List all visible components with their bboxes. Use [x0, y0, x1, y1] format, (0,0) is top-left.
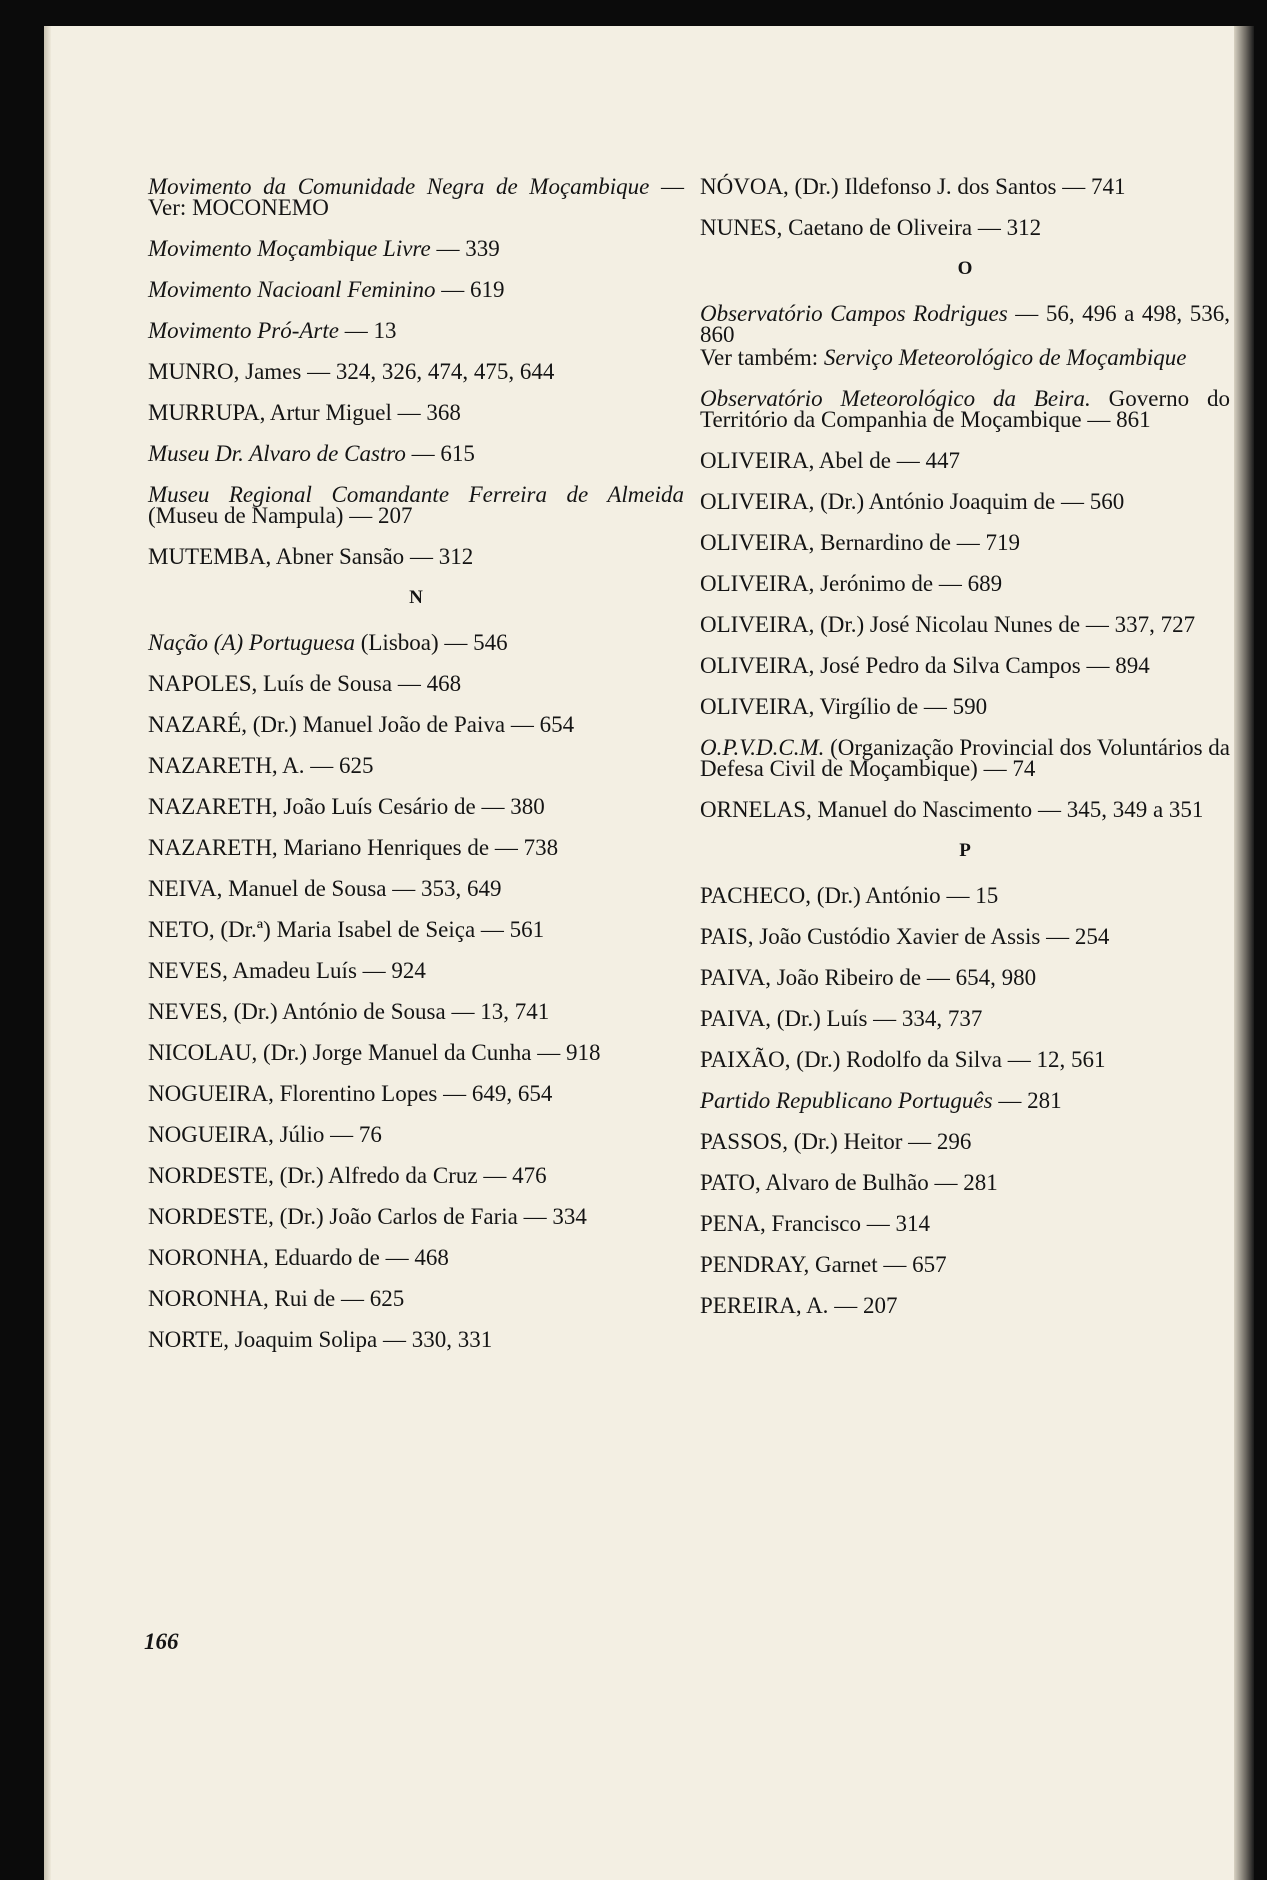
entry-pages: Governo do Território da Companhia de Moçambique — 861 [700, 386, 1230, 432]
entry-heading: PEREIRA, A. [700, 1293, 829, 1318]
index-entry [700, 1131, 1230, 1152]
entry-pages: — 689 [933, 571, 1003, 596]
entry-heading: NETO, (Dr.ª) Maria Isabel de Seiça [148, 917, 476, 942]
entry-pages: (Organização Provincial dos Voluntários da Defesa Civil de Moçambique) — 74 [700, 735, 1231, 781]
entry-pages: — 281 [928, 1170, 998, 1195]
entry-pages: — 625 [335, 1286, 405, 1311]
index-entry [148, 632, 684, 653]
entry-pages: — 324, 326, 474, 475, 644 [301, 359, 555, 384]
entry-heading: NORDESTE, (Dr.) Alfredo da Cruz [148, 1163, 478, 1188]
page-number: 166 [144, 1629, 179, 1654]
entry-pages: — 339 [430, 236, 500, 261]
index-entry [148, 919, 684, 940]
index-entry [700, 1295, 1230, 1316]
entry-heading: NICOLAU, (Dr.) Jorge Manuel da Cunha [148, 1040, 532, 1065]
section-letter: O [957, 258, 973, 279]
entry-pages: — 15 [940, 883, 999, 908]
index-entry [700, 885, 1230, 906]
index-entry [148, 878, 684, 899]
right-column [700, 176, 1230, 1336]
entry-heading: MUNRO, James [148, 359, 302, 384]
left-column [148, 176, 684, 1370]
entry-heading: PENA, Francisco [700, 1211, 861, 1236]
index-entry [148, 1206, 684, 1227]
index-entry [148, 714, 684, 735]
entry-heading: Observatório Campos Rodrigues [700, 301, 1008, 326]
entry-pages: — 296 [902, 1129, 972, 1154]
entry-heading: NORONHA, Eduardo de [148, 1245, 380, 1270]
entry-heading: NÓVOA, (Dr.) Ildefonso J. dos Santos [700, 174, 1057, 199]
entry-pages: — 368 [391, 400, 461, 425]
entry-pages: — 657 [877, 1252, 947, 1277]
index-entry [148, 1165, 684, 1186]
entry-heading: NUNES, Caetano de Oliveira [700, 215, 973, 240]
entry-pages: — 924 [356, 958, 426, 983]
index-entry [700, 737, 1230, 779]
index-entry [700, 532, 1230, 553]
entry-heading: Movimento Moçambique Livre [148, 236, 431, 261]
entry-heading: Observatório Meteorológico da Beira. [700, 386, 1091, 411]
index-entry [148, 443, 684, 464]
entry-heading: NEIVA, Manuel de Sousa [148, 876, 387, 901]
index-entry [700, 967, 1230, 988]
entry-heading: OLIVEIRA, (Dr.) José Nicolau Nunes de [700, 612, 1081, 637]
entry-pages: — 337, 727 [1080, 612, 1196, 637]
entry-pages: — 314 [860, 1211, 930, 1236]
entry-heading: NORDESTE, (Dr.) João Carlos de Faria [148, 1204, 518, 1229]
entry-heading: NEVES, Amadeu Luís [148, 958, 357, 983]
index-entry [700, 1090, 1230, 1111]
entry-pages: — 12, 561 [1001, 1047, 1106, 1072]
index-entry [148, 1329, 684, 1350]
entry-pages: — 312 [404, 544, 474, 569]
entry-heading: NAZARETH, A. [148, 753, 305, 778]
entry-heading: NAZARETH, João Luís Cesário de [148, 794, 476, 819]
index-entry [700, 1049, 1230, 1070]
entry-pages: — 345, 349 a 351 [1032, 797, 1204, 822]
entry-heading: OLIVEIRA, Jerónimo de [700, 571, 934, 596]
entry-pages: — 334 [517, 1204, 587, 1229]
entry-heading: NAZARÉ, (Dr.) Manuel João de Paiva [148, 712, 506, 737]
entry-heading: NAZARETH, Mariano Henriques de [148, 835, 490, 860]
index-entry [700, 926, 1230, 947]
index-entry [700, 450, 1230, 471]
index-entry [700, 1213, 1230, 1234]
entry-heading: OLIVEIRA, Virgílio de [700, 694, 919, 719]
entry-pages: — 254 [1040, 924, 1110, 949]
index-entry [700, 491, 1230, 512]
entry-heading: NORTE, Joaquim Solipa [148, 1327, 378, 1352]
section-letter: N [409, 587, 423, 608]
entry-pages: — 619 [435, 277, 505, 302]
entry-pages: — 468 [392, 671, 462, 696]
index-entry [148, 1247, 684, 1268]
entry-heading: Movimento da Comunidade Negra de Moçambique [148, 174, 650, 199]
index-entry [148, 484, 684, 526]
entry-heading: PASSOS, (Dr.) Heitor [700, 1129, 903, 1154]
index-entry [700, 614, 1230, 635]
entry-heading: NAPOLES, Luís de Sousa [148, 671, 393, 696]
entry-pages: — 625 [304, 753, 374, 778]
index-entry [148, 960, 684, 981]
entry-heading: PATO, Alvaro de Bulhão [700, 1170, 929, 1195]
entry-heading: PAIXÃO, (Dr.) Rodolfo da Silva [700, 1047, 1002, 1072]
entry-heading: PAIVA, (Dr.) Luís [700, 1006, 868, 1031]
entry-heading: Movimento Nacioanl Feminino [148, 277, 436, 302]
entry-heading: Partido Republicano Português [700, 1088, 993, 1113]
index-entry [148, 1288, 684, 1309]
index-entry [700, 1254, 1230, 1275]
entry-heading: PAIS, João Custódio Xavier de Assis [700, 924, 1041, 949]
index-entry [700, 303, 1230, 345]
index-entry [148, 673, 684, 694]
see-also-reference: Serviço Meteorológico de Moçambique [823, 345, 1187, 370]
entry-heading: PACHECO, (Dr.) António [700, 883, 941, 908]
entry-pages: — 334, 737 [867, 1006, 983, 1031]
entry-heading: OLIVEIRA, José Pedro da Silva Campos [700, 653, 1081, 678]
index-entry [148, 546, 684, 567]
index-entry [700, 655, 1230, 676]
entry-pages: — 741 [1056, 174, 1126, 199]
entry-pages: — 207 [828, 1293, 898, 1318]
entry-pages: — 312 [972, 215, 1042, 240]
index-page [44, 26, 1234, 1880]
entry-pages: — Ver: MOCONEMO [148, 174, 684, 220]
entry-pages: — 380 [475, 794, 545, 819]
entry-pages: — 13, 741 [445, 999, 550, 1024]
entry-heading: NEVES, (Dr.) António de Sousa [148, 999, 446, 1024]
entry-pages: — 738 [489, 835, 559, 860]
entry-pages: — 654 [505, 712, 575, 737]
book-spine-shadow [1234, 26, 1254, 1880]
entry-pages: — 353, 649 [386, 876, 502, 901]
index-entry [700, 388, 1230, 430]
index-entry [700, 1172, 1230, 1193]
index-entry [700, 696, 1230, 717]
entry-heading: OLIVEIRA, Bernardino de [700, 530, 952, 555]
entry-heading: Movimento Pró-Arte [148, 318, 339, 343]
entry-pages: — 56, 496 a 498, 536, 860 [700, 301, 1230, 347]
entry-heading: NOGUEIRA, Júlio [148, 1122, 325, 1147]
entry-heading: OLIVEIRA, (Dr.) António Joaquim de [700, 489, 1056, 514]
index-entry [148, 1001, 684, 1022]
entry-pages: — 13 [338, 318, 397, 343]
entry-pages: — 76 [324, 1122, 382, 1147]
index-entry [148, 176, 684, 218]
see-also [700, 347, 1230, 368]
see-also-prefix: Ver também: [700, 345, 824, 370]
entry-pages: — 649, 654 [437, 1081, 553, 1106]
entry-heading: ORNELAS, Manuel do Nascimento [700, 797, 1033, 822]
entry-pages: — 719 [951, 530, 1021, 555]
entry-pages: — 560 [1055, 489, 1125, 514]
entry-pages: — 918 [531, 1040, 601, 1065]
entry-heading: Nação (A) Portuguesa [148, 630, 355, 655]
index-entry [148, 837, 684, 858]
entry-pages: — 330, 331 [377, 1327, 493, 1352]
entry-pages: (Museu de Nampula) — 207 [148, 503, 413, 528]
index-entry [148, 1124, 684, 1145]
entry-heading: OLIVEIRA, Abel de [700, 448, 891, 473]
index-entry [700, 217, 1230, 238]
index-entry [148, 320, 684, 341]
entry-pages: (Lisboa) — 546 [354, 630, 508, 655]
index-entry [148, 796, 684, 817]
entry-heading: PENDRAY, Garnet [700, 1252, 878, 1277]
index-entry [148, 279, 684, 300]
index-entry [700, 176, 1230, 197]
entry-pages: — 281 [992, 1088, 1062, 1113]
index-entry [148, 755, 684, 776]
entry-pages: — 447 [891, 448, 960, 473]
index-entry [148, 361, 684, 382]
index-entry [700, 573, 1230, 594]
index-entry [700, 799, 1230, 820]
entry-pages: — 590 [918, 694, 988, 719]
index-entry [148, 402, 684, 423]
entry-heading: O.P.V.D.C.M. [700, 735, 825, 760]
index-entry [148, 1083, 684, 1104]
entry-pages: — 468 [379, 1245, 449, 1270]
entry-heading: NORONHA, Rui de [148, 1286, 336, 1311]
entry-heading: NOGUEIRA, Florentino Lopes [148, 1081, 438, 1106]
entry-pages: — 894 [1080, 653, 1150, 678]
entry-heading: Museu Dr. Alvaro de Castro [148, 441, 406, 466]
index-entry [148, 238, 684, 259]
entry-heading: MURRUPA, Artur Miguel [148, 400, 392, 425]
index-entry [148, 1042, 684, 1063]
section-letter: P [959, 840, 971, 861]
index-entry [700, 1008, 1230, 1029]
entry-pages: — 476 [477, 1163, 547, 1188]
entry-pages: — 561 [475, 917, 545, 942]
entry-pages: — 615 [405, 441, 475, 466]
entry-pages: — 654, 980 [921, 965, 1037, 990]
entry-heading: Museu Regional Comandante Ferreira de Almeida [148, 482, 684, 507]
entry-heading: PAIVA, João Ribeiro de [700, 965, 922, 990]
entry-heading: MUTEMBA, Abner Sansão [148, 544, 405, 569]
